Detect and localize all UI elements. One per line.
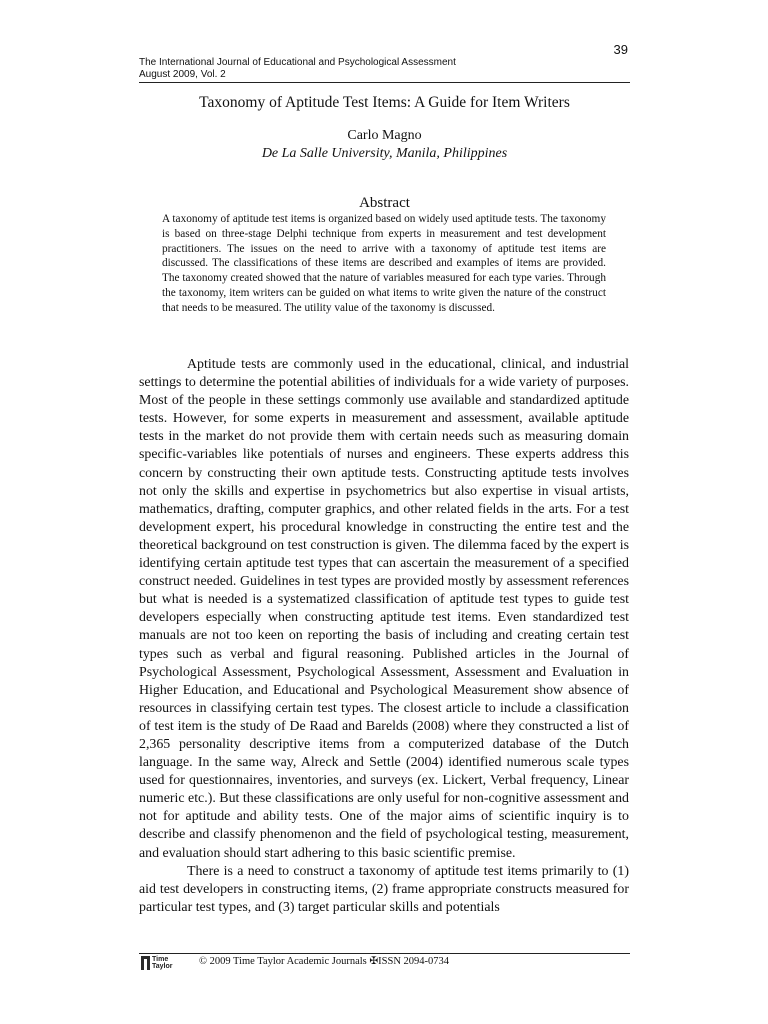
publisher-logo bbox=[141, 956, 191, 972]
page-number: 39 bbox=[613, 42, 628, 57]
publisher-logo-text: Time bbox=[152, 956, 169, 963]
author-name: Carlo Magno bbox=[347, 128, 422, 143]
header-divider bbox=[139, 82, 630, 83]
body-paragraph: Aptitude tests are commonly used in the educational, clinical, and industrial settings to determine the potential abilities of individuals for a wide variety of purposes. Most of the people in these settings commonly use available and standardized aptitude tests. However, for some experts in measurement and assessment, available aptitude tests in the market do not provide them with certain needs such as measuring domain specific-variables like potentials of nurses and engineers. These experts address this concern by constructing their own aptitude tests. Constructing aptitude tests involves not only the skills and expertise in psychometrics but also expertise in visual artists, mathematics, drafting, computer graphics, and other related fields in the arts. For a test development expert, his procedural knowledge in constructing the entire test and the theoretical background on test construction is given. The dilemma faced by the expert is identifying certain aptitude test types that can ascertain the measurement of a specified construct needed. Guidelines in test types are provided mostly by assessment references but what is needed is a systematized classification of aptitude test types to guide test developers especially when constructing aptitude test items. Even standardized test manuals are not too keen on reporting the basis of including and creating certain test types such as verbal and figural reasoning. Published articles in the Journal of Psychological Assessment, Psychological Assessment, Assessment and Evaluation in Higher Education, and Educational and Psychological Measurement show absence of resources in classifying certain test types. The closest article to include a classification of test item is the study of De Raad and Barelds (2008) where they constructed a list of 2,365 personality descriptive items from a computerized database of the Dutch language. In the same way, Alreck and Settle (2004) identified numerous scale types used for questionnaires, inventories, and surveys (ex. Lickert, Verbal frequency, Linear numeric etc.). But these classifications are only useful for non-cognitive assessment and not for aptitude and ability tests. One of the major aims of scientific inquiry is to describe and classify phenomenon and the field of psychological testing, measurement, and evaluation should start adhering to this basic scientific premise. bbox=[139, 357, 629, 861]
publisher-logo-text: Taylor bbox=[152, 963, 173, 970]
journal-name: The International Journal of Educational and Psychological Assessment bbox=[139, 57, 456, 68]
author-affiliation: De La Salle University, Manila, Philippines bbox=[261, 146, 508, 161]
journal-issue: August 2009, Vol. 2 bbox=[139, 69, 226, 80]
abstract-heading: Abstract bbox=[359, 195, 410, 211]
body-paragraph: There is a need to construct a taxonomy of aptitude test items primarily to (1) aid test developers in constructing items, (2) frame appropriate constructs measured for particular test types, and (3) target particular skills and potentials bbox=[139, 863, 629, 915]
page-footer bbox=[141, 956, 449, 972]
footer-divider bbox=[139, 953, 630, 954]
article-body bbox=[139, 356, 629, 917]
journal-header bbox=[139, 57, 456, 81]
publisher-logo-mark bbox=[141, 956, 150, 970]
abstract-text: A taxonomy of aptitude test items is organized based on widely used aptitude tests. The taxonomy is based on three-stage Delphi technique from experts in measurement and test development practitioners. The issues on the need to arrive with a taxonomy of aptitude test items are discussed. The classifications of these items are described and examples of items are provided. The taxonomy created showed that the nature of variables measured for each type varies. Through the taxonomy, item writers can be guided on what items to write given the nature of the construct that needs to be measured. The utility value of the taxonomy is discussed. bbox=[162, 213, 606, 314]
article-title: Taxonomy of Aptitude Test Items: A Guide for Item Writers bbox=[199, 94, 570, 111]
copyright-notice: © 2009 Time Taylor Academic Journals ✠ISSN 2094-0734 bbox=[199, 956, 450, 967]
